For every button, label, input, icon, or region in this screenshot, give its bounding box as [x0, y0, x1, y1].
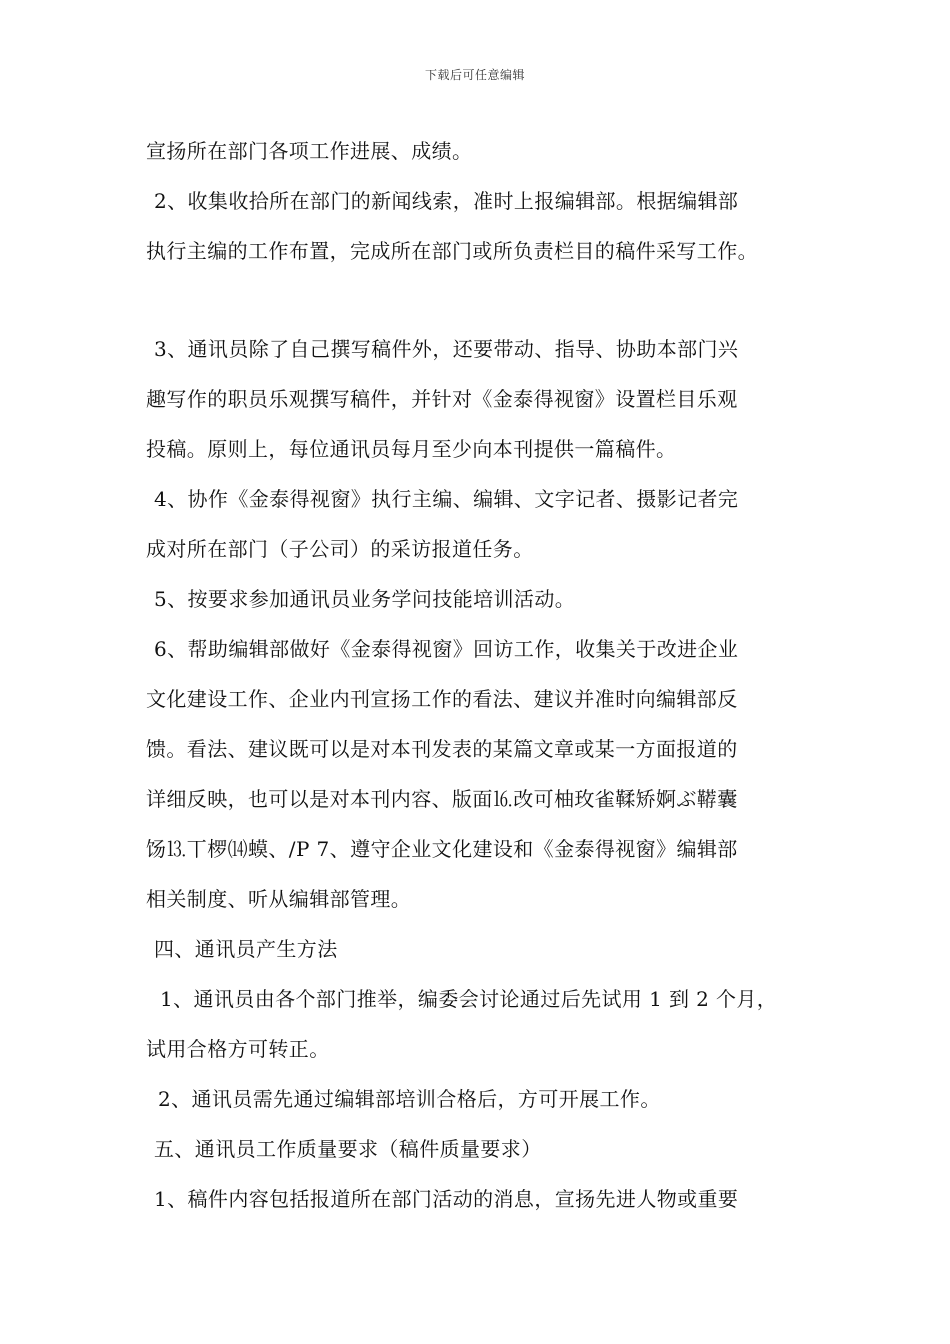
paragraph-line: 投稿。原则上，每位通讯员每月至少向本刊提供一篇稿件。: [146, 437, 677, 461]
paragraph-line: 执行主编的工作布置，完成所在部门或所负责栏目的稿件采写工作。: [146, 239, 758, 263]
paragraph-line: 试用合格方可转正。: [146, 1037, 330, 1061]
paragraph-line: 5、按要求参加通讯员业务学问技能培训活动。: [154, 587, 576, 611]
paragraph-line: 宣扬所在部门各项工作进展、成绩。: [146, 139, 473, 163]
paragraph-line: 馈。看法、建议既可以是对本刊发表的某篇文章或某一方面报道的: [146, 737, 738, 761]
paragraph-line: 趣写作的职员乐观撰写稿件，并针对《金泰得视窗》设置栏目乐观: [146, 387, 738, 411]
document-body: [146, 126, 826, 1224]
paragraph-line: 饧⒔丅椤⒁蟆、/P 7、遵守企业文化建设和《金泰得视窗》编辑部: [146, 837, 738, 861]
paragraph-line: 1、通讯员由各个部门推举，编委会讨论通过后先试用 1 到 2 个月，: [160, 987, 778, 1011]
section-heading: 五、通讯员工作质量要求（稿件质量要求）: [154, 1137, 542, 1161]
paragraph-line: 2、收集收拾所在部门的新闻线索，准时上报编辑部。根据编辑部: [154, 189, 739, 213]
paragraph-line: 6、帮助编辑部做好《金泰得视窗》回访工作，收集关于改进企业: [154, 637, 739, 661]
page-header: 下载后可任意编辑: [424, 68, 525, 82]
paragraph-gap: [146, 276, 826, 324]
paragraph-line: 4、协作《金泰得视窗》执行主编、编辑、文字记者、摄影记者完: [154, 487, 739, 511]
paragraph-line: 成对所在部门（子公司）的采访报道任务。: [146, 537, 534, 561]
paragraph-line: 3、通讯员除了自己撰写稿件外，还要带动、指导、协助本部门兴: [154, 337, 739, 361]
paragraph-line: 详细反映，也可以是对本刊内容、版面⒗改可柚玫雀鞣矫婀ぶ鞯囊: [146, 787, 738, 811]
paragraph-line: 文化建设工作、企业内刊宣扬工作的看法、建议并准时向编辑部反: [146, 687, 738, 711]
paragraph-line: 2、通讯员需先通过编辑部培训合格后，方可开展工作。: [158, 1087, 661, 1111]
paragraph-line: 1、稿件内容包括报道所在部门活动的消息，宣扬先进人物或重要: [154, 1187, 739, 1211]
paragraph-line: 相关制度、听从编辑部管理。: [146, 887, 412, 911]
section-heading: 四、通讯员产生方法: [154, 937, 338, 961]
